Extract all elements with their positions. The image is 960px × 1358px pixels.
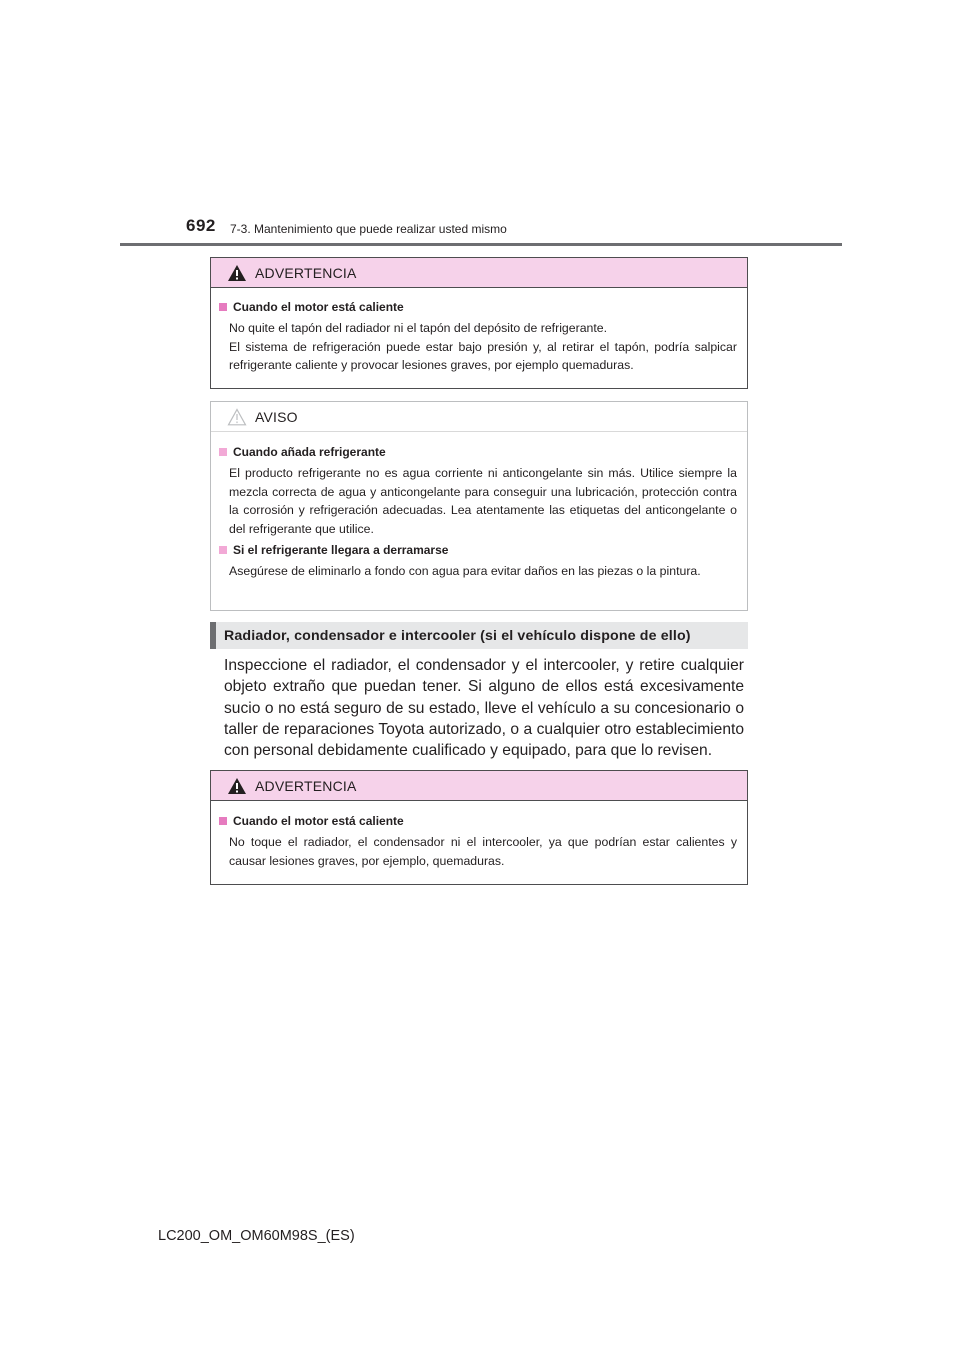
caution-triangle-outline-icon	[227, 408, 247, 426]
warning-item-text: No toque el radiador, el condensador ni el intercooler, ya que podrían estar calientes y causar lesiones graves, por ejemplo, quemaduras.	[229, 835, 737, 868]
square-bullet-icon	[219, 817, 227, 825]
notice-title: AVISO	[255, 408, 298, 425]
warning-box-header	[211, 771, 747, 801]
warning-item-heading	[219, 814, 737, 828]
warning-box-body	[211, 288, 747, 388]
page-number: 692	[186, 216, 216, 235]
running-header: 7-3. Mantenimiento que puede realizar usted mismo	[230, 222, 507, 236]
header-rule	[120, 243, 842, 246]
warning-item-text: No quite el tapón del radiador ni el tapón del depósito de refrigerante.	[229, 321, 608, 335]
warning-title: ADVERTENCIA	[255, 777, 357, 794]
square-bullet-icon	[219, 303, 227, 311]
warning-box-engine-hot-radiator	[210, 770, 748, 885]
square-bullet-icon	[219, 448, 227, 456]
section-heading-text: Radiador, condensador e intercooler (si el vehículo dispone de ello)	[224, 627, 691, 644]
notice-item-text: Asegúrese de eliminarlo a fondo con agua para evitar daños en las piezas o la pintura.	[229, 564, 701, 578]
section-heading-bar	[210, 622, 216, 649]
notice-item-text: El producto refrigerante no es agua corriente ni anticongelante sin más. Utilice siempre la mezcla correcta de agua y anticongelante para conseguir una lubricación, protección contra la corrosión y refrigeración adecuadas. Lea atentamente las etiquetas del anticongelante o del refrigerante que utilice.	[229, 466, 737, 536]
body-paragraph: Inspeccione el radiador, el condensador y el intercooler, y retire cualquier objeto extraño que puedan tener. Si alguno de ellos está excesivamente sucio o no está seguro de su estado, lleve el vehículo a su concesionario o taller de reparaciones Toyota autorizado, o a cualquier otro establecimiento con personal debidamente cualificado y equipado, para que lo revisen.	[224, 657, 744, 760]
notice-item-heading-text: Si el refrigerante llegara a derramarse	[233, 543, 449, 557]
notice-item-heading	[219, 543, 737, 557]
warning-box-header	[211, 258, 747, 288]
warning-item-text-2: El sistema de refrigeración puede estar bajo presión y, al retirar el tapón, podría salpicar refrigerante caliente y provocar lesiones graves, por ejemplo quemaduras.	[229, 339, 737, 372]
square-bullet-icon	[219, 546, 227, 554]
notice-box-coolant	[210, 401, 748, 611]
warning-item-heading	[219, 300, 737, 314]
notice-box-body	[211, 432, 747, 594]
warning-triangle-icon	[227, 264, 247, 282]
warning-box-body	[211, 801, 747, 883]
notice-item-heading-text: Cuando añada refrigerante	[233, 445, 386, 459]
warning-title: ADVERTENCIA	[255, 264, 357, 281]
warning-triangle-icon	[227, 777, 247, 795]
warning-item-heading-text: Cuando el motor está caliente	[233, 814, 404, 828]
warning-item-heading-text: Cuando el motor está caliente	[233, 300, 404, 314]
footer-document-code: LC200_OM_OM60M98S_(ES)	[158, 1228, 355, 1244]
section-heading	[210, 622, 748, 649]
warning-box-engine-hot-cap	[210, 257, 748, 389]
notice-item-heading	[219, 445, 737, 459]
notice-box-header	[211, 402, 747, 432]
